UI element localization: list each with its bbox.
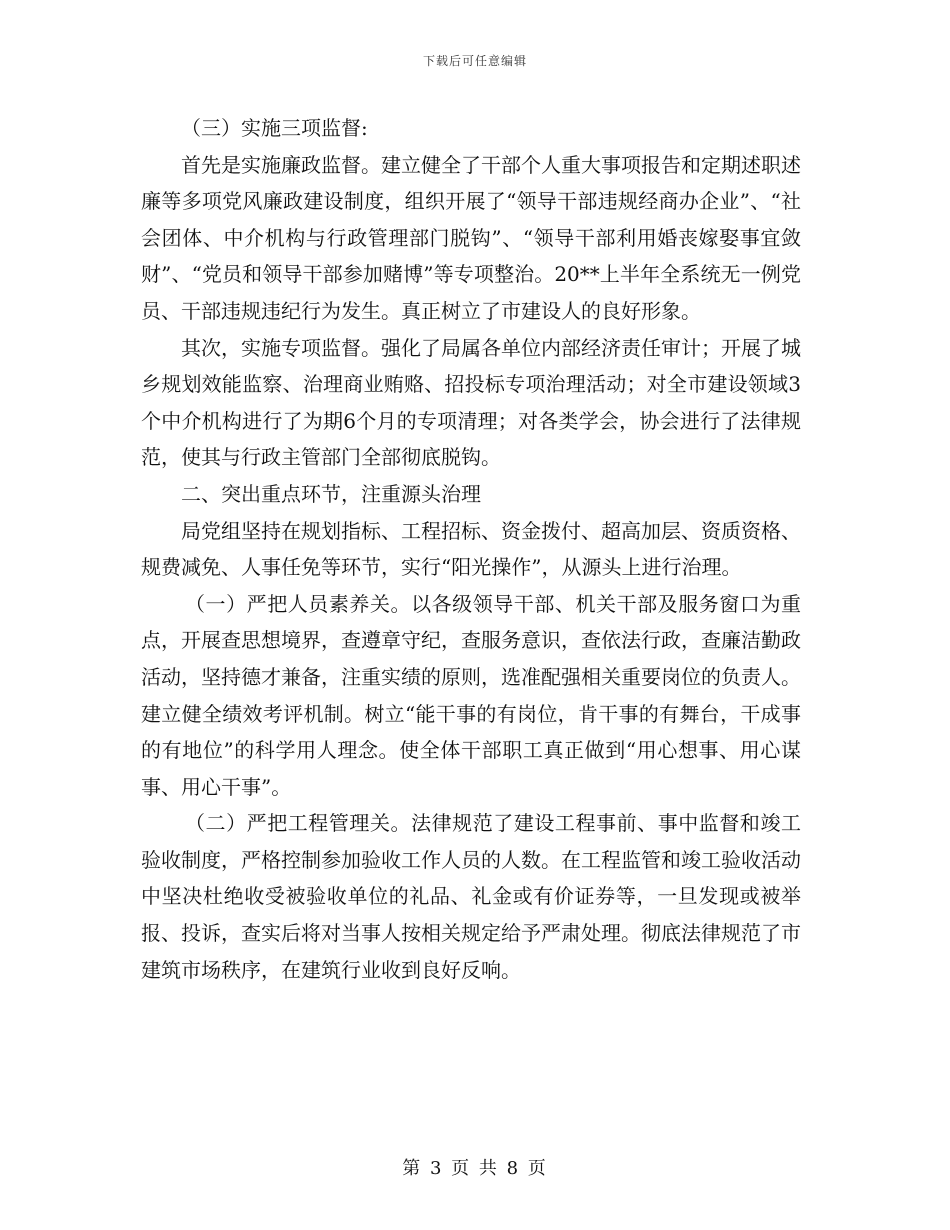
section-heading-key-links: 二、突出重点环节，注重源头治理 <box>181 481 481 506</box>
paragraph-personnel-quality: （一）严把人员素养关。以各级领导干部、机关干部及服务窗口为重点，开展查思想境界，查遵章守纪，查服务意识，查依法行政，查廉洁勤政活动，坚持德才兼备，注重实绩的原则，选准配强相关重要岗位的负责人。建立健全绩效考评机制。树立“能干事的有岗位，肯干事的有舞台，干成事的有地位”的科学用人理念。使全体干部职工真正做到“用心想事、用心谋事、用心干事”。 <box>141 591 801 799</box>
paragraph-source-governance: 局党组坚持在规划指标、工程招标、资金拨付、超高加层、资质资格、规费减免、人事任免等环节，实行“阳光操作”，从源头上进行治理。 <box>141 518 801 580</box>
paragraph-integrity-supervision: 首先是实施廉政监督。建立健全了干部个人重大事项报告和定期述职述廉等多项党风廉政建设制度，组织开展了“领导干部违规经商办企业”、“社会团体、中介机构与行政管理部门脱钩”、“领导干部利用婚丧嫁娶事宜敛财”、“党员和领导干部参加赌博”等专项整治。20**上半年全系统无一例党员、干部违规违纪行为发生。真正树立了市建设人的良好形象。 <box>141 152 801 323</box>
page-header: 下载后可任意编辑 <box>422 54 527 68</box>
document-body <box>141 110 801 988</box>
paragraph-project-management: （二）严把工程管理关。法律规范了建设工程事前、事中监督和竣工验收制度，严格控制参加验收工作人员的人数。在工程监管和竣工验收活动中坚决杜绝收受被验收单位的礼品、礼金或有价证券等，一旦发现或被举报、投诉，查实后将对当事人按相关规定给予严肃处理。彻底法律规范了市建筑市场秩序，在建筑行业收到良好反响。 <box>141 811 801 982</box>
page-number: 第 3 页 共 8 页 <box>402 1158 548 1179</box>
section-heading-three-supervisions: （三）实施三项监督: <box>181 116 368 140</box>
paragraph-special-supervision: 其次，实施专项监督。强化了局属各单位内部经济责任审计；开展了城乡规划效能监察、治理商业贿赂、招投标专项治理活动；对全市建设领域3个中介机构进行了为期6个月的专项清理；对各类学会，协会进行了法律规范，使其与行政主管部门全部彻底脱钩。 <box>141 335 801 470</box>
